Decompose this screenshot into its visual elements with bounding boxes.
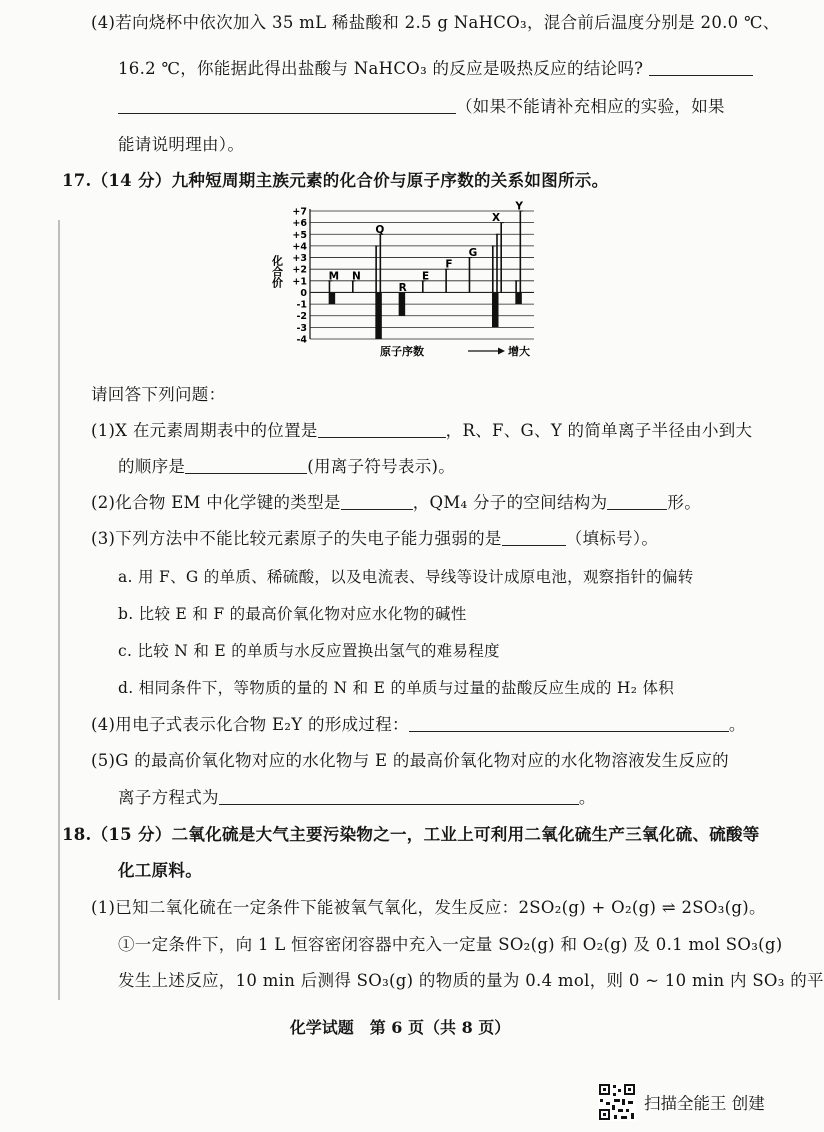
chart-element-label: R [398, 281, 407, 294]
chart-bar-positive [329, 281, 331, 293]
chart-element-label: N [352, 270, 361, 283]
q17-option-c: c. 比较 N 和 E 的单质与水反应置换出氢气的难易程度 [118, 642, 500, 660]
chart-bar-negative [492, 292, 499, 327]
q17-title: 17.（14 分）九种短周期主族元素的化合价与原子序数的关系如图所示。 [62, 171, 609, 190]
answer-blank[interactable] [607, 493, 667, 510]
chart-bar-positive [375, 246, 377, 293]
chart-element-label: F [445, 258, 453, 271]
q18-p1-i-line1: ①一定条件下，向 1 L 恒容密闭容器中充入一定量 SO₂(g) 和 O₂(g) 及 0.1 mol SO₃(g) [118, 935, 783, 954]
q17-p1-text-a: (1)X 在元素周期表中的位置是 [91, 421, 318, 440]
chart-y-tick-label: +1 [292, 276, 307, 288]
chart-y-tick-label: +4 [292, 241, 307, 253]
q17-p2 [91, 492, 701, 514]
page-footer: 化学试题 第 6 页（共 8 页） [289, 1018, 511, 1037]
answer-blank[interactable] [341, 493, 413, 510]
q17-p1-line2 [118, 456, 455, 478]
q16-p4-line4: 能请说明理由）。 [118, 135, 245, 154]
chart-bar-negative [329, 292, 336, 304]
q17-p3 [91, 528, 658, 550]
q18-title-line2: 化工原料。 [118, 861, 202, 880]
chart-y-label: 化合价 [270, 255, 284, 288]
chart-y-tick-label: -4 [296, 334, 307, 346]
q17-p2-text-a: (2)化合物 EM 中化学键的类型是 [91, 493, 341, 512]
chart-bar-positive [500, 223, 502, 293]
answer-blank[interactable] [219, 788, 579, 805]
answer-blank[interactable] [502, 529, 566, 546]
q17-p5-end: 。 [578, 788, 596, 807]
q18-title-line1: 18.（15 分）二氧化硫是大气主要污染物之一，工业上可利用二氧化硫生产三氧化硫、硫酸等 [62, 825, 760, 844]
q18-p1-i-line2: 发生上述反应，10 min 后测得 SO₃(g) 的物质的量为 0.4 mol，则 0 ~ 10 min 内 SO₃ 的平 [118, 971, 824, 990]
q17-p1-line1 [91, 420, 752, 442]
q17-p3-text: (3)下列方法中不能比较元素原子的失电子能力强弱的是 [91, 529, 502, 548]
chart-bar-negative [515, 292, 522, 304]
q17-option-a: a. 用 F、G 的单质、稀硫酸，以及电流表、导线等设计成原电池，观察指针的偏转 [118, 568, 694, 586]
chart-y-tick-label: 0 [300, 287, 307, 299]
chart-y-tick-label: +3 [292, 253, 307, 265]
q16-p4-line3 [118, 96, 725, 118]
q17-p5-text: 离子方程式为 [118, 788, 219, 807]
chart-bar-positive [469, 258, 471, 293]
q17-p5-line1: (5)G 的最高价氧化物对应的水化物与 E 的最高价氧化物对应的水化物溶液发生反应的 [91, 751, 729, 770]
chart-element-labels [329, 201, 524, 294]
q17-p2-text-b: ，QM₄ 分子的空间结构为 [412, 493, 608, 512]
chart-y-tick-label: -1 [296, 299, 307, 311]
answer-blank[interactable] [409, 715, 729, 732]
chart-bar-positive [422, 281, 424, 293]
q16-p4-line1: (4)若向烧杯中依次加入 35 mL 稀盐酸和 2.5 g NaHCO₃，混合前后温度分别是 20.0 ℃、 [91, 13, 780, 32]
q17-p4-end: 。 [728, 715, 746, 734]
answer-blank[interactable] [649, 59, 753, 76]
q18-p1: (1)已知二氧化硫在一定条件下能被氧气氧化，发生反应：2SO₂(g) + O₂(g) ⇌ 2SO₃(g)。 [91, 898, 766, 917]
chart-bar-positive [445, 269, 447, 292]
q17-p4 [91, 714, 746, 736]
margin-rule [58, 220, 60, 1000]
q17-p1-text-d: (用离子符号表示)。 [307, 457, 456, 476]
q17-p5-line2 [118, 787, 596, 809]
q17-option-d: d. 相同条件下，等物质的量的 N 和 E 的单质与过量的盐酸反应生成的 H₂ 体积 [118, 679, 675, 697]
chart-bar-positive [352, 281, 354, 293]
q17-p4-text: (4)用电子式表示化合物 E₂Y 的形成过程： [91, 715, 409, 734]
chart-bar-negative [399, 292, 406, 315]
chart-y-tick-label: +5 [292, 229, 307, 241]
chart-y-tick-label: +2 [292, 264, 307, 276]
q16-p4-line3-text: （如果不能请补充相应的实验，如果 [456, 97, 725, 116]
chart-x-label: 原子序数 [380, 345, 424, 358]
chart-y-tick-label: +6 [292, 218, 307, 230]
chart-element-label: Y [515, 200, 523, 213]
chart-element-label: G [468, 247, 478, 260]
chart-bar-positive [496, 234, 498, 292]
answer-blank[interactable] [185, 457, 307, 474]
q17-option-b: b. 比较 E 和 F 的最高价氧化物对应水化物的碱性 [118, 605, 467, 623]
scanner-brand: 扫描全能王 创建 [644, 1094, 765, 1113]
chart-y-tick-label: +7 [292, 206, 307, 218]
q16-p4-line2-text: 16.2 ℃，你能据此得出盐酸与 NaHCO₃ 的反应是吸热反应的结论吗? [118, 59, 644, 78]
chart-element-label: Q [375, 223, 385, 236]
q17-p1-text-b: ，R、F、G、Y 的简单离子半径由小到大 [445, 421, 753, 440]
chart-y-tick-label: -3 [296, 322, 307, 334]
chart-y-ticks [292, 207, 307, 346]
chart-bar-negative [375, 292, 382, 339]
q17-p3-end: （填标号）。 [565, 529, 659, 548]
chart-element-label: E [422, 270, 430, 283]
q17-p1-text-c: 的顺序是 [118, 457, 186, 476]
chart-bar-positive [492, 246, 494, 293]
q17-p2-text-c: 形。 [667, 493, 701, 512]
answer-blank[interactable] [318, 421, 446, 438]
valence-chart [270, 200, 542, 358]
answer-blank[interactable] [118, 97, 456, 114]
chart-y-tick-label: -2 [296, 311, 307, 323]
chart-element-label: M [328, 270, 340, 283]
chart-bar-positive [380, 234, 382, 292]
chart-x-arrow-label: 增大 [508, 345, 530, 358]
q16-p4-line2 [118, 58, 753, 80]
q17-prompt: 请回答下列问题： [91, 385, 226, 404]
chart-x-arrowhead [498, 348, 505, 355]
chart-element-label: X [492, 212, 501, 225]
qr-code-icon [598, 1083, 636, 1121]
chart-bar-positive [515, 281, 517, 293]
chart-bar-positive [520, 211, 522, 292]
